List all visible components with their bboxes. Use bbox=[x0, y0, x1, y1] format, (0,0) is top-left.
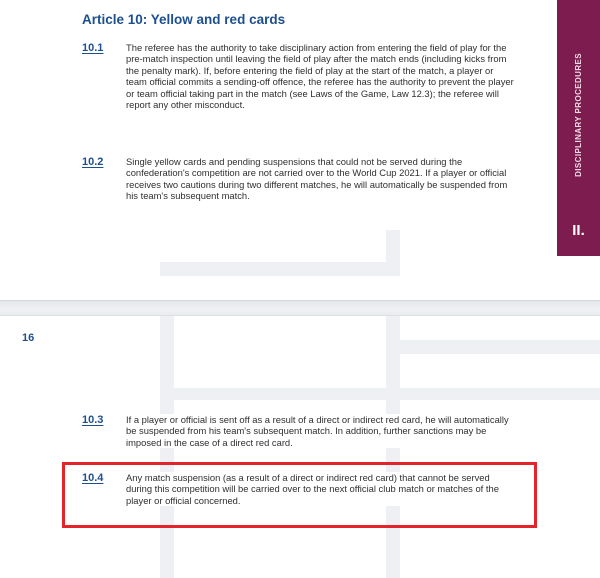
chapter-numeral: II. bbox=[572, 222, 585, 239]
side-tab-label bbox=[557, 20, 600, 210]
side-tab-text: DISCIPLINARY PROCEDURES bbox=[574, 53, 583, 177]
decorative-bar bbox=[386, 340, 600, 354]
clause-text-10-4: Any match suspension (as a result of a direct or indirect red card) that cannot be served during this competition will be carried over to the next official club match or matches of the player or official concerned. bbox=[126, 472, 516, 506]
decorative-bar bbox=[386, 230, 400, 276]
highlight-annotation-box bbox=[62, 462, 537, 528]
clause-number-10-3: 10.3 bbox=[82, 414, 104, 426]
decorative-bar bbox=[160, 388, 600, 400]
clause-number-10-2: 10.2 bbox=[82, 156, 104, 168]
clause-text-10-2: Single yellow cards and pending suspensions that could not be served during the confederation's competition are not carried over to the World Cup 2021. If a player or official receives two cautions during two different matches, he will automatically be suspended from his team's subsequent match. bbox=[126, 156, 508, 202]
page-number: 16 bbox=[22, 332, 35, 344]
clause-text-10-1: The referee has the authority to take disciplinary action from entering the field of play for the pre-match inspection until leaving the field of play after the match ends (including kicks from the penalty mark). If, before entering the field of play at the start of the match, a player or team official commits a sending-off offence, the referee has the authority to prevent the player or team official taking part in the match (see Laws of the Game, Law 12.3); the referee will report any other misconduct. bbox=[126, 42, 514, 111]
article-title: Article 10: Yellow and red cards bbox=[82, 12, 286, 27]
clause-text-10-3: If a player or official is sent off as a result of a direct or indirect red card, he will automatically be suspended from his team's subsequent match. In addition, further sanctions may be imposed in the case of a direct red card. bbox=[126, 414, 516, 448]
page-separator bbox=[0, 300, 600, 316]
clause-number-10-1: 10.1 bbox=[82, 42, 104, 54]
document-page-lower bbox=[0, 316, 600, 578]
clause-number-10-4: 10.4 bbox=[82, 472, 104, 484]
decorative-bar bbox=[160, 262, 400, 276]
